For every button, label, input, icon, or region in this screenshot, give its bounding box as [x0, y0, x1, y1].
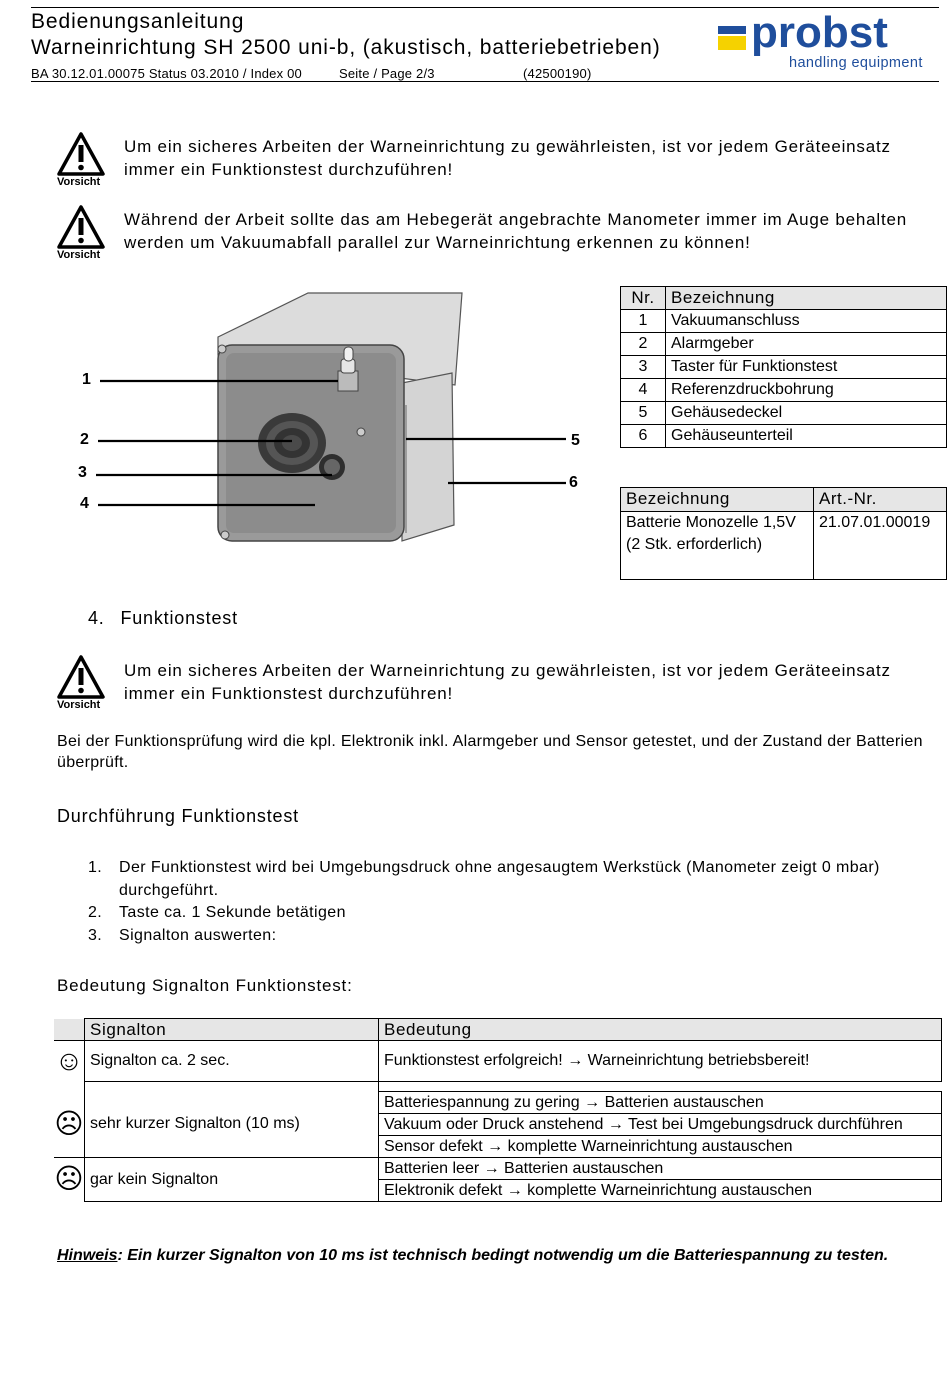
- spacer-row: [54, 1081, 942, 1091]
- table-cell: Sensor defekt → komplette Warneinrichtung austauschen: [379, 1135, 942, 1157]
- column-header: Nr.: [621, 287, 666, 310]
- empty-cell: [85, 1081, 379, 1091]
- smiley-sad-icon: ☹: [54, 1107, 84, 1139]
- intro-paragraph: Bei der Funktionsprüfung wird die kpl. Elektronik inkl. Alarmgeber und Sensor getestet, und der Zustand der Batterien überprüft.: [57, 733, 923, 771]
- table-cell: gar kein Signalton: [85, 1157, 379, 1201]
- table-cell: Batterie Monozelle 1,5V (2 Stk. erforderlich): [621, 511, 814, 579]
- signal-heading: Bedeutung Signalton Funktionstest:: [57, 976, 353, 995]
- table-header-row: [621, 488, 947, 512]
- figure-label-2: 2: [80, 431, 89, 448]
- signal-table: [54, 1018, 942, 1202]
- doc-title-line2: Warneinrichtung SH 2500 uni-b, (akustisch, batteriebetrieben): [31, 36, 661, 59]
- table-cell: Batterien leer → Batterien austauschen: [379, 1157, 942, 1179]
- table-cell: Gehäusedeckel: [666, 402, 947, 425]
- warning-triangle-icon: [57, 132, 105, 176]
- procedure-heading: Durchführung Funktionstest: [57, 806, 299, 826]
- table-row: [54, 1091, 942, 1113]
- column-header: Signalton: [85, 1019, 379, 1041]
- table-cell: sehr kurzer Signalton (10 ms): [85, 1091, 379, 1157]
- doc-title-line1: Bedienungsanleitung: [31, 10, 245, 33]
- table-cell: 21.07.01.00019: [814, 511, 947, 579]
- table-cell: Elektronik defekt → komplette Warneinrichtung austauschen: [379, 1179, 942, 1201]
- table-cell: Vakuumanschluss: [666, 310, 947, 333]
- column-header: Bedeutung: [379, 1019, 942, 1041]
- table-cell: 4: [621, 379, 666, 402]
- warning-triangle-icon: [57, 655, 105, 699]
- note-text: : Ein kurzer Signalton von 10 ms ist technisch bedingt notwendig um die Batteriespannung zu testen.: [117, 1247, 889, 1264]
- page-number: Seite / Page 2/3: [339, 66, 435, 81]
- smiley-happy-icon: ☺: [54, 1041, 85, 1082]
- table-cell: 3: [621, 356, 666, 379]
- step-number: 1.: [88, 859, 103, 876]
- parts-table: [620, 286, 947, 448]
- step-number: 2.: [88, 904, 103, 921]
- logo-subtitle: handling equipment: [789, 55, 923, 71]
- table-cell: Vakuum oder Druck anstehend → Test bei Umgebungsdruck durchführen: [379, 1113, 942, 1135]
- table-row: [621, 511, 947, 579]
- warning-text: Um ein sicheres Arbeiten der Warneinrichtung zu gewährleisten, ist vor jedem Geräteeinsatz immer ein Funktionstest durchzuführen!: [124, 137, 891, 179]
- smiley-sad-icon: ☹: [54, 1157, 85, 1201]
- figure-label-3: 3: [78, 464, 87, 481]
- figure-label-1: 1: [82, 371, 91, 388]
- column-header: Bezeichnung: [666, 287, 947, 310]
- table-cell: 5: [621, 402, 666, 425]
- column-header: Art.-Nr.: [814, 488, 947, 512]
- table-row: [621, 379, 947, 402]
- steps-list: [57, 857, 917, 947]
- table-row: [54, 1157, 942, 1179]
- step-text: Signalton auswerten:: [119, 926, 277, 944]
- table-row: [621, 402, 947, 425]
- table-cell: Alarmgeber: [666, 333, 947, 356]
- list-item: [57, 925, 917, 948]
- table-row: [621, 310, 947, 333]
- table-row: [621, 356, 947, 379]
- section-number: 4.: [88, 608, 105, 628]
- table-row: [54, 1041, 942, 1082]
- warning-triangle-icon: [57, 205, 105, 249]
- logo-blue-bar: [718, 26, 746, 34]
- list-item: [57, 857, 917, 902]
- header-bottom-rule: [31, 81, 939, 82]
- device-figure: [70, 285, 590, 545]
- table-cell: 1: [621, 310, 666, 333]
- table-cell: Referenzdruckbohrung: [666, 379, 947, 402]
- warning-text: Um ein sicheres Arbeiten der Warneinrichtung zu gewährleisten, ist vor jedem Geräteeinsatz immer ein Funktionstest durchzuführen!: [124, 661, 891, 703]
- figure-label-6: 6: [569, 474, 578, 491]
- figure-label-4: 4: [80, 495, 89, 512]
- note-label: Hinweis: [57, 1247, 118, 1264]
- table-cell: Signalton ca. 2 sec.: [85, 1041, 379, 1082]
- section-title: Funktionstest: [120, 608, 238, 628]
- step-number: 3.: [88, 926, 103, 944]
- empty-cell: [54, 1019, 85, 1041]
- step-text: Taste ca. 1 Sekunde betätigen: [119, 904, 346, 921]
- caution-label: Vorsicht: [57, 249, 101, 261]
- list-item: [57, 902, 917, 925]
- note: [57, 1245, 937, 1266]
- table-row: [621, 425, 947, 448]
- section-heading: [88, 608, 238, 629]
- table-header-row: [621, 287, 947, 310]
- battery-table: [620, 487, 947, 580]
- warning-text: Während der Arbeit sollte das am Hebegerät angebrachte Manometer immer im Auge behalten werden um Vakuumabfall parallel zur Warneinrichtung erkennen zu können!: [124, 210, 908, 252]
- table-cell: Funktionstest erfolgreich! → Warneinrichtung betriebsbereit!: [379, 1041, 942, 1082]
- device-drawing: [70, 285, 590, 545]
- empty-cell: [54, 1081, 85, 1091]
- table-row: [621, 333, 947, 356]
- caution-label: Vorsicht: [57, 176, 101, 188]
- probst-logo: [715, 8, 943, 76]
- table-cell: Gehäuseunterteil: [666, 425, 947, 448]
- empty-cell: [379, 1081, 942, 1091]
- logo-word: probst: [751, 8, 888, 57]
- caution-label: Vorsicht: [57, 699, 101, 711]
- logo-yellow-bar: [718, 36, 746, 50]
- doc-reference: BA 30.12.01.00075 Status 03.2010 / Index 00: [31, 66, 302, 81]
- table-cell: Batteriespannung zu gering → Batterien austauschen: [379, 1091, 942, 1113]
- article-number: (42500190): [523, 66, 592, 81]
- column-header: Bezeichnung: [621, 488, 814, 512]
- figure-label-5: 5: [571, 432, 580, 449]
- table-header-row: [54, 1019, 942, 1041]
- table-cell: Taster für Funktionstest: [666, 356, 947, 379]
- step-text: Der Funktionstest wird bei Umgebungsdruck ohne angesaugtem Werkstück (Manometer zeigt 0 mbar) durchgeführt.: [119, 859, 880, 899]
- table-cell: 2: [621, 333, 666, 356]
- table-cell: 6: [621, 425, 666, 448]
